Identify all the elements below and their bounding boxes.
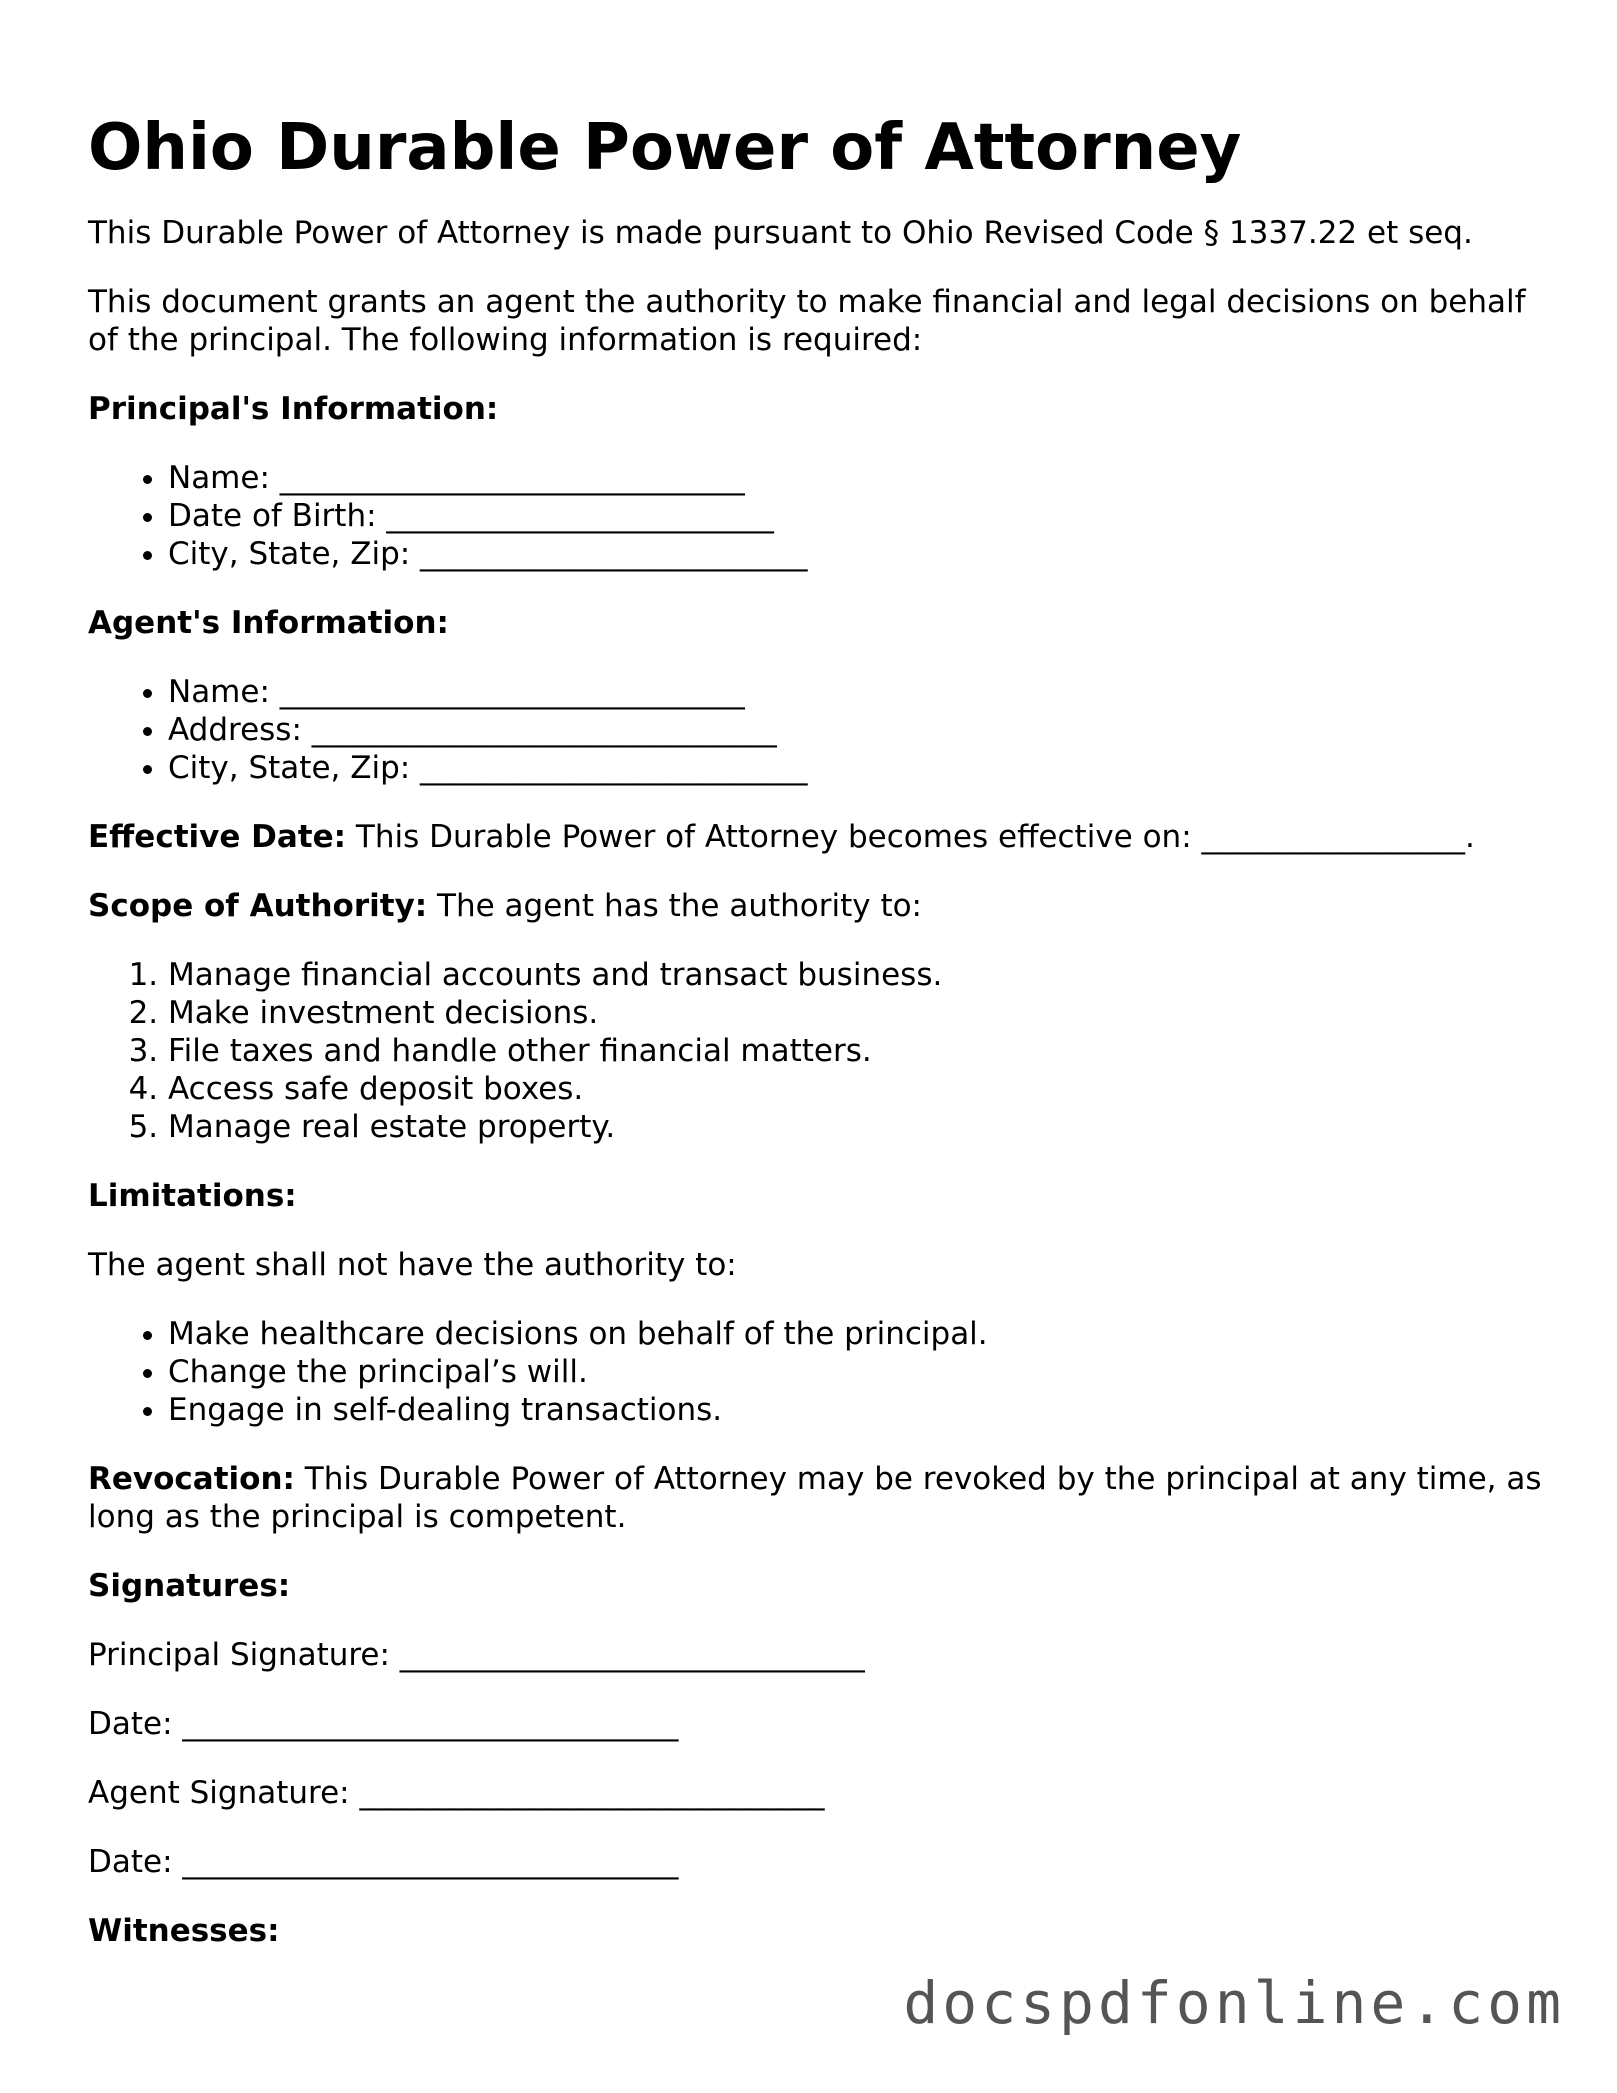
scope-label: Scope of Authority: [88,888,428,924]
effective-date-paragraph [88,818,1548,856]
scope-paragraph [88,887,1548,925]
principal-heading: Principal's Information: [88,391,499,427]
effective-date-label: Effective Date: [88,819,347,855]
agent-date-line: Date: ________________________________ [88,1844,679,1880]
principal-signature-line: Principal Signature: ______________________________ [88,1637,865,1673]
witnesses-heading: Witnesses: [88,1913,280,1949]
agent-name-field: • Name: ______________________________ [168,673,1548,711]
principal-city-field: • City, State, Zip: _________________________ [168,535,1548,573]
revocation-label: Revocation: [88,1461,295,1497]
scope-item: 3. File taxes and handle other financial matters. [168,1032,1548,1070]
agent-address-field: • Address: ______________________________ [168,711,1548,749]
principal-name-field: • Name: ______________________________ [168,459,1548,497]
limitation-item: • Change the principal’s will. [168,1353,1548,1391]
principal-date-line: Date: ________________________________ [88,1706,679,1742]
limitation-item: • Engage in self-dealing transactions. [168,1391,1548,1429]
agent-signature-line: Agent Signature: ______________________________ [88,1775,825,1811]
agent-city-field: • City, State, Zip: _________________________ [168,749,1548,787]
effective-date-text: This Durable Power of Attorney becomes effective on: _________________. [346,819,1475,855]
agent-fields-list [88,673,1548,787]
document-title: Ohio Durable Power of Attorney [88,111,1242,185]
revocation-text: This Durable Power of Attorney may be revoked by the principal at any time, as long as the principal is competent. [88,1461,1542,1535]
limitations-list [88,1315,1548,1429]
intro-description: This document grants an agent the authority to make financial and legal decisions on behalf of the principal. The following information is required: [88,284,1526,358]
scope-list [88,956,1548,1146]
limitations-heading: Limitations: [88,1178,297,1214]
principal-fields-list [88,459,1548,573]
principal-dob-field: • Date of Birth: _________________________ [168,497,1548,535]
limitations-text: The agent shall not have the authority to: [88,1247,737,1283]
scope-item: 1. Manage financial accounts and transact business. [168,956,1548,994]
watermark: docspdfonline.com [903,1969,1565,2037]
agent-heading: Agent's Information: [88,605,449,641]
limitation-item: • Make healthcare decisions on behalf of the principal. [168,1315,1548,1353]
scope-item: 5. Manage real estate property. [168,1108,1548,1146]
signatures-heading: Signatures: [88,1568,291,1604]
document-page [88,108,1548,1981]
revocation-paragraph [88,1460,1548,1536]
scope-item: 2. Make investment decisions. [168,994,1548,1032]
scope-item: 4. Access safe deposit boxes. [168,1070,1548,1108]
intro-statute: This Durable Power of Attorney is made pursuant to Ohio Revised Code § 1337.22 et seq. [88,215,1473,251]
scope-text: The agent has the authority to: [427,888,923,924]
